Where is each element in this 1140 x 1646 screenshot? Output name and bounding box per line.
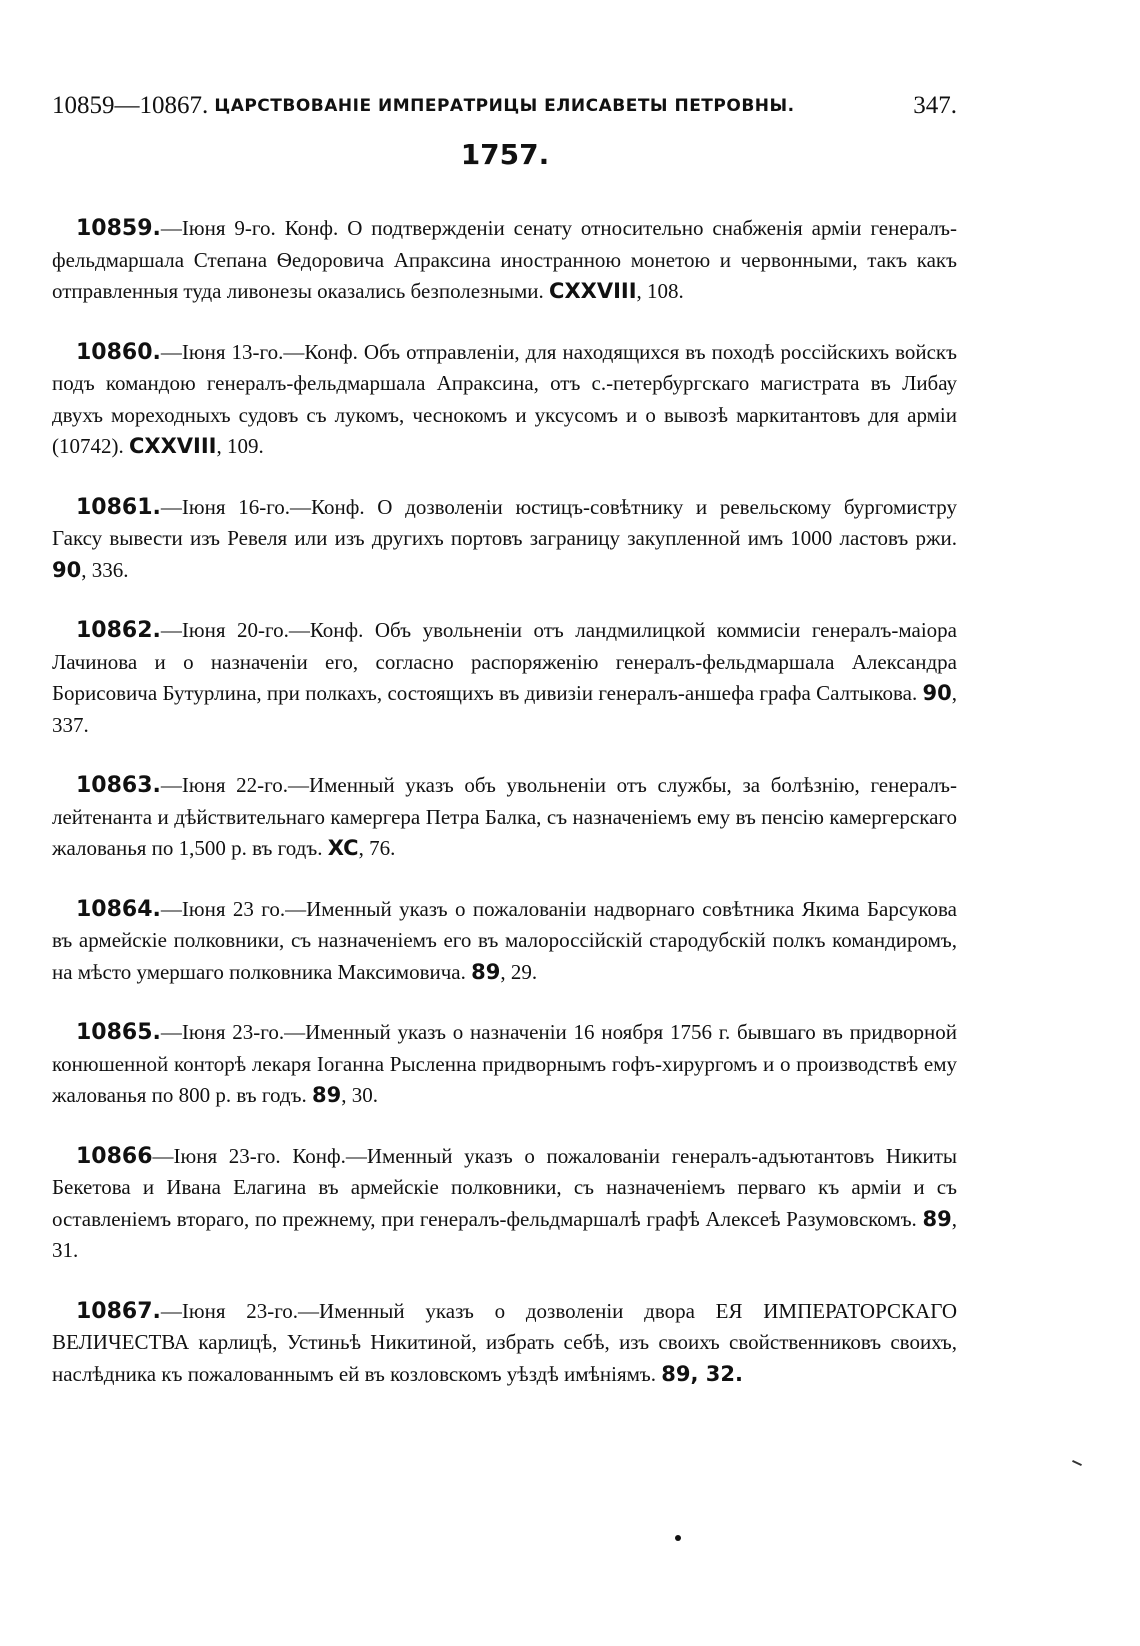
entry-page-ref: , 30. [341, 1083, 378, 1107]
entry-number: 10861. [76, 494, 161, 520]
entry-volume-ref: 90 [52, 557, 82, 582]
entry-volume-ref: 89 [471, 959, 501, 984]
header-range: 10859—10867. [52, 92, 209, 119]
entry-number: 10863. [76, 773, 161, 798]
header-title: ЦАРСТВОВАНІЕ ИМПЕРАТРИЦЫ ЕЛИСАВЕТЫ ПЕТРОВНЫ. [214, 96, 795, 116]
entry-text: —Іюня 23-го. Конф.—Именный указъ о пожалованіи генералъ-адъютантовъ Никиты Бекетова и Ивана Елагина въ армейскіе полковники, съ назначеніемъ перваго къ арміи и съ оставленіемъ втораго, по прежнему, при генералъ-фельдмаршалѣ графѣ Алексеѣ Разумовскомъ. [52, 1143, 957, 1231]
entries-list [52, 192, 957, 1419]
entry-10863 [52, 770, 957, 865]
entry-text: —Іюня 13-го.—Конф. Объ отправленіи, для находящихся въ походѣ россійскихъ войскъ подъ командою генералъ-фельдмаршала Апраксина, отъ с.-петербургскаго магистрата въ Либау двухъ мореходныхъ судовъ съ лукомъ, чеснокомъ и уксусомъ и о вывозѣ маркитантовъ для арміи (10742). [52, 339, 957, 458]
entry-10861 [52, 492, 957, 587]
entry-10865 [52, 1017, 957, 1112]
entry-page-ref: , 29. [500, 959, 538, 984]
entry-text: —Іюня 23-го.—Именный указъ о назначеніи 16 ноября 1756 г. бывшаго въ придворной конюшенной конторѣ лекаря Іоганна Рысленна придворнымъ гофъ-хирургомъ и о производствѣ ему жалованья по 800 р. въ годъ. [52, 1020, 957, 1107]
entry-10867 [52, 1296, 957, 1391]
entry-volume-ref: 89 [311, 1083, 342, 1107]
header-page-number: 347. [913, 92, 957, 119]
entry-page-ref: , 76. [358, 836, 396, 860]
entry-page-ref: , 336. [81, 557, 129, 582]
entry-number: 10862. [76, 618, 161, 643]
entry-10866 [52, 1141, 957, 1267]
entry-volume-ref: 89 [922, 1206, 952, 1231]
entry-text: —Іюня 9-го. Конф. О подтвержденіи сенату относительно снабженія арміи генералъ-фельдмаршала Степана Ѳедоровича Апраксина иностранною монетою и червонными, такъ какъ отправленныя туда ливонезы оказались безполезными. [52, 216, 957, 303]
entry-text: —Іюня 23 го.—Именный указъ о пожалованіи надворнаго совѣтника Якима Барсукова въ армейскіе полковники, съ назначеніемъ его въ малороссійскій стародубскій полкъ командиромъ, на мѣсто умершаго полковника Максимовича. [52, 896, 957, 984]
entry-page-ref: , 337. [52, 681, 957, 737]
entry-text: —Іюня 23-го.—Именный указъ о дозволеніи двора ЕЯ ИМПЕРАТОРСКАГО ВЕЛИЧЕСТВА карлицѣ, Устиньѣ Никитиной, избрать себѣ, изъ своихъ свойственниковъ своихъ, наслѣдника къ пожалованнымъ ей въ козловскомъ уѣздѣ имѣніямъ. [52, 1298, 957, 1386]
entry-number: 10864. [76, 896, 161, 922]
entry-volume-ref: CXXVIII [129, 434, 217, 458]
entry-number: 10867. [76, 1298, 161, 1324]
entry-text: —Іюня 16-го.—Конф. О дозволеніи юстицъ-совѣтнику и ревельскому бургомистру Гаксу вывести изъ Ревеля или изъ другихъ портовъ заграницу закупленной имъ 1000 ластовъ ржи. [52, 494, 957, 550]
entry-number: 10860. [76, 339, 161, 365]
entry-text: —Іюня 22-го.—Именный указъ объ увольненіи отъ службы, за болѣзнію, генералъ-лейтенанта и дѣйствительнаго камергера Петра Балка, съ назначеніемъ ему въ пенсію камергерскаго жалованья по 1,500 р. въ годъ. [52, 773, 957, 860]
entry-page-ref: , 108. [636, 279, 684, 303]
entry-volume-ref: 90 [922, 681, 952, 705]
entry-page-ref: , 31. [52, 1206, 958, 1262]
entry-text: —Іюня 20-го.—Конф. Объ увольненіи отъ ландмилицкой коммисіи генералъ-маіора Лачинова и о назначеніи его, согласно распоряженію генералъ-фельдмаршала Александра Борисовича Бутурлина, при полкахъ, состоящихъ въ дивизіи генералъ-аншефа графа Салтыкова. [52, 618, 957, 705]
entry-volume-ref: CXXVIII [549, 279, 637, 303]
page-header [52, 88, 957, 124]
entry-number: 10865. [76, 1020, 161, 1045]
ink-mark [1072, 1460, 1082, 1466]
entry-10862 [52, 615, 957, 741]
entry-10864 [52, 894, 957, 989]
entry-volume-ref: 89, 32. [661, 1361, 743, 1386]
entry-10860 [52, 337, 957, 463]
year-heading: 1757. [460, 138, 550, 171]
ink-dot [675, 1535, 681, 1541]
entry-volume-ref: XC [327, 836, 359, 860]
entry-10859 [52, 213, 957, 308]
entry-number: 10859. [76, 216, 161, 241]
entry-page-ref: , 109. [216, 434, 264, 458]
entry-number: 10866 [76, 1143, 153, 1169]
